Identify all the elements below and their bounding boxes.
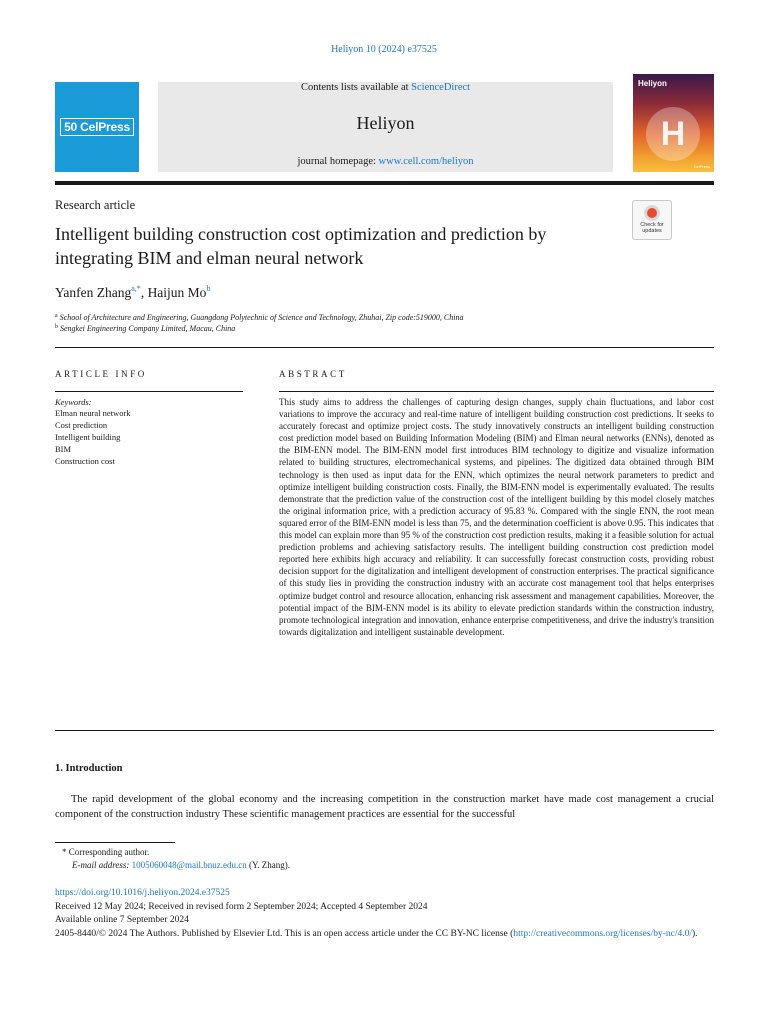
affiliation-marker: b — [55, 324, 58, 330]
article-title: Intelligent building construction cost optimization and prediction by integrating BIM and elman neural network — [55, 224, 547, 268]
author-name[interactable]: Haijun Mo — [147, 285, 207, 300]
cover-letter: H — [660, 114, 686, 153]
keyword-item: Elman neural network — [55, 408, 131, 418]
cover-title: Heliyon — [638, 79, 667, 88]
keywords-list — [55, 407, 131, 467]
license-text: 2405-8440/© 2024 The Authors. Published by Elsevier Ltd. This is an open access article under the CC BY-NC license ( — [55, 929, 514, 939]
cover-emblem — [646, 107, 700, 161]
homepage-line — [158, 156, 613, 167]
keyword-item: Construction cost — [55, 456, 115, 466]
check-updates-line1: Check for — [640, 222, 664, 228]
footnote-marker: * — [62, 847, 67, 857]
article-info-heading: ARTICLE INFO — [55, 369, 147, 379]
affiliation-rule — [55, 347, 714, 348]
introduction-heading: 1. Introduction — [55, 763, 123, 774]
abstract-rule — [279, 391, 714, 392]
homepage-prefix: journal homepage: — [297, 156, 379, 167]
affiliation-text: School of Architecture and Engineering, Guangdong Polytechnic of Science and Technology, Zhuhai, Zip code:519000, China — [59, 313, 464, 322]
author-affiliation-marker[interactable]: b — [206, 284, 211, 293]
corresponding-author-text: Corresponding author. — [68, 847, 150, 857]
introduction-text: The rapid development of the global economy and the increasing competition in the construction market have made cost management a crucial component of the construction industry These scientific management practices are essential for the successful — [55, 794, 714, 820]
affiliation-marker: a — [55, 313, 58, 319]
email-label: E-mail address: — [72, 860, 132, 870]
abstract-bottom-rule — [55, 730, 714, 731]
license-statement — [55, 928, 714, 941]
author-affiliation-marker[interactable]: a,* — [131, 284, 141, 293]
check-updates-label — [633, 222, 671, 234]
contents-prefix: Contents lists available at — [300, 82, 412, 93]
affiliation-text: Sengkei Engineering Company Limited, Macau, China — [60, 324, 236, 333]
check-updates-line2: updates — [642, 228, 662, 234]
keyword-item: BIM — [55, 444, 72, 454]
email-note — [72, 860, 290, 870]
journal-reference[interactable]: Heliyon 10 (2024) e37525 — [331, 44, 437, 55]
abstract-text: This study aims to address the challenges of capturing design changes, supply chain fluctuations, and labor cost variations to improve the accuracy and real-time nature of intelligent building construction cost predictions. It seeks to accurately forecast and optimize project costs. The study innovatively constructs an intelligent building construction cost prediction model based on Building Information Modeling (BIM) and Elman neural networks (ENNs), denoted as the BIM-ENN model. The BIM-ENN model first introduces BIM technology to digitize and visualize information related to building structures, electromechanical systems, and pipelines. The digitized data obtained through BIM technology is then used as input data for the ENN, which optimizes the neural network parameters to predict and optimize intelligent building construction costs. Finally, the BIM-ENN model is experimentally evaluated. The results demonstrate that the prediction value of the construction cost of the intelligent building by this model closely matches the original information price, with a prediction accuracy of 95.83 %. Compared with the single ENN, the root mean squared error of the BIM-ENN model is less than 75, and the determination coefficient is above 0.95. This indicates that this model can explain more than 95 % of the construction cost prediction results, making it a feasible solution for actual prediction problems and achieving satisfactory results. The intelligent building construction cost prediction model reported here exhibits high accuracy and reliability. It can successfully forecast construction costs, providing robust decision support for the digitalization and intelligent development of construction enterprises. The practical significance of this study lies in providing the construction industry with an accurate cost management tool that helps enterprises optimize budget control and resource allocation, enhancing risk assessment and management capabilities. Moreover, the potential impact of the BIM-ENN model is its ability to elevate prediction standards within the construction industry, promote technological integration and innovation, enhance enterprise competitiveness, and drive the industry's transition towards digitalization and intelligent sustainable development. — [279, 397, 714, 637]
affiliation-a — [55, 313, 463, 322]
license-end: ). — [692, 929, 698, 939]
email-link[interactable]: 1005060048@mail.bnuz.edu.cn — [131, 860, 247, 870]
keyword-item: Cost prediction — [55, 420, 108, 430]
journal-name: Heliyon — [356, 113, 415, 133]
cover-footer: CelPress — [693, 164, 710, 169]
author-separator: , — [140, 285, 148, 300]
author-name[interactable]: Yanfen Zhang — [55, 285, 132, 300]
homepage-link[interactable]: www.cell.com/heliyon — [378, 156, 474, 167]
check-for-updates-button[interactable] — [632, 200, 672, 240]
sciencedirect-link[interactable]: ScienceDirect — [411, 82, 471, 93]
corresponding-author-note — [62, 847, 149, 857]
journal-header — [158, 82, 613, 172]
cellpress-logo-text: 50 CelPress — [60, 118, 134, 136]
article-type: Research article — [55, 198, 136, 212]
affiliation-b — [55, 324, 235, 333]
author-list — [55, 284, 210, 301]
keywords-label: Keywords: — [55, 397, 92, 407]
license-link[interactable]: http://creativecommons.org/licenses/by-nc/4.0/ — [513, 929, 693, 939]
available-online-date: Available online 7 September 2024 — [55, 915, 189, 925]
keyword-item: Intelligent building — [55, 432, 121, 442]
email-suffix: (Y. Zhang). — [246, 860, 291, 870]
received-dates: Received 12 May 2024; Received in revised form 2 September 2024; Accepted 4 September 2024 — [55, 902, 428, 912]
doi-link[interactable]: https://doi.org/10.1016/j.heliyon.2024.e37525 — [55, 888, 230, 898]
article-info-rule — [55, 391, 243, 392]
journal-cover[interactable] — [633, 74, 714, 172]
contents-line — [158, 82, 613, 93]
cellpress-logo[interactable] — [55, 82, 139, 172]
header-rule — [55, 181, 714, 185]
bookmark-icon — [644, 205, 660, 221]
abstract-heading: ABSTRACT — [279, 369, 347, 379]
footnote-rule — [55, 842, 175, 843]
